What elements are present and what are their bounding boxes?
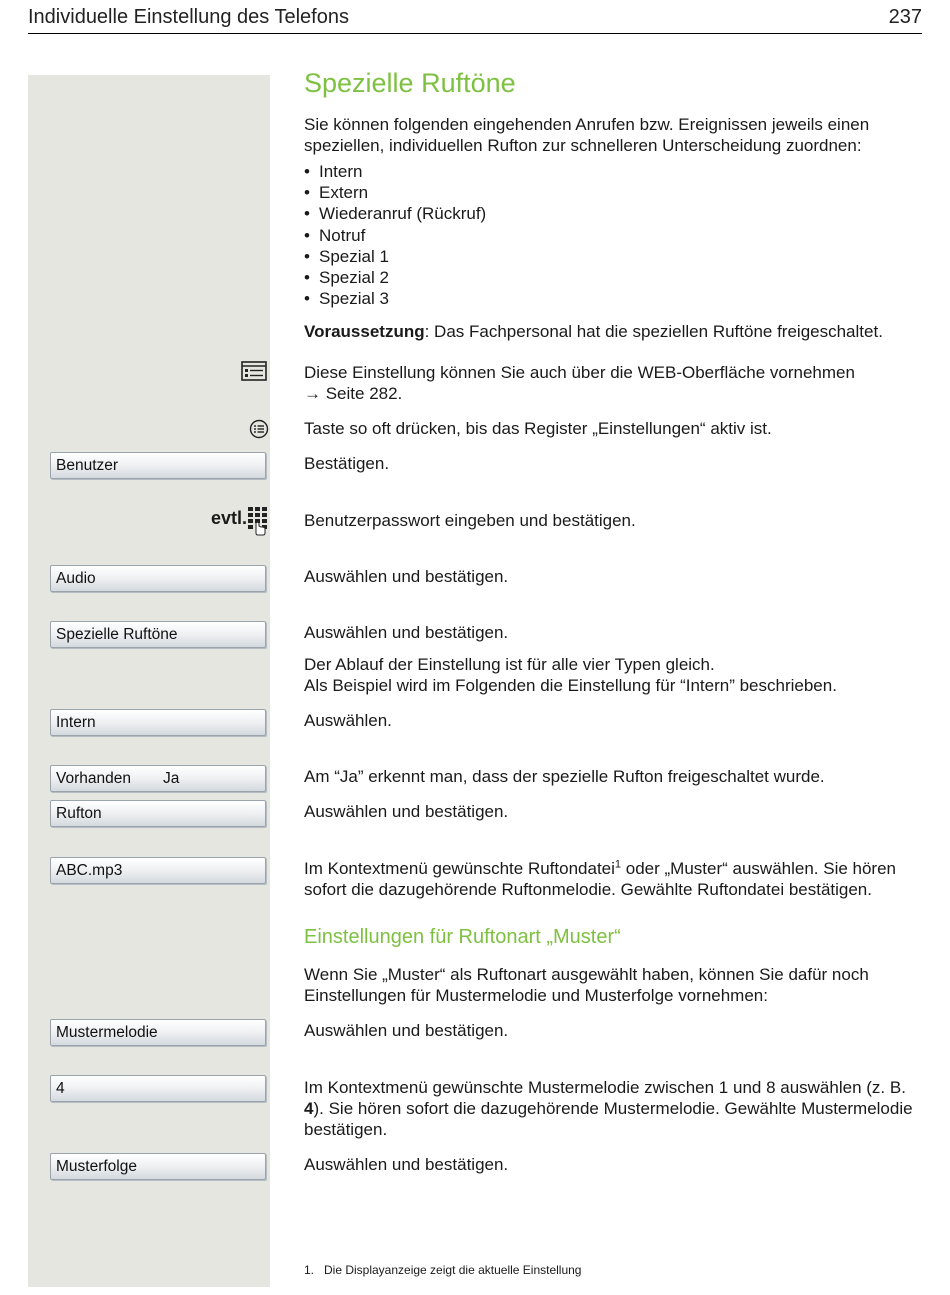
prerequisite-label: Voraussetzung bbox=[304, 322, 425, 341]
list-item: • Spezial 2 bbox=[304, 267, 486, 288]
muster-intro: Wenn Sie „Muster“ als Ruftonart ausgewählt haben, können Sie dafür noch Einstellungen für Mustermelodie und Musterfolge vornehmen: bbox=[304, 965, 869, 1005]
flow-note-line2: Als Beispiel wird im Folgenden die Einstellung für “Intern” beschrieben. bbox=[304, 676, 837, 695]
step-spezielle: Auswählen und bestätigen. bbox=[304, 623, 509, 642]
intern-button[interactable]: Intern bbox=[50, 709, 266, 736]
benutzer-button[interactable]: Benutzer bbox=[50, 452, 266, 479]
list-item: • Spezial 1 bbox=[304, 246, 486, 267]
vorhanden-button[interactable] bbox=[50, 765, 266, 792]
list-item: • Intern bbox=[304, 161, 486, 182]
flow-note-line1: Der Ablauf der Einstellung ist für alle vier Typen gleich. bbox=[304, 655, 715, 674]
ruftondatei-text-1: Im Kontextmenü gewünschte Ruftondatei bbox=[304, 859, 615, 878]
flow-note bbox=[304, 654, 924, 696]
list-item: • Notruf bbox=[304, 225, 486, 246]
musterfolge-button[interactable]: Musterfolge bbox=[50, 1153, 266, 1180]
menu-key-icon bbox=[249, 419, 269, 444]
vorhanden-value: Ja bbox=[163, 770, 180, 787]
intro-paragraph: Sie können folgenden eingehenden Anrufen bzw. Ereignissen jeweils einen speziellen, individuellen Rufton zur schnelleren Unterscheidung zuordnen: bbox=[304, 115, 870, 155]
step-vorhanden: Am “Ja” erkennt man, dass der spezielle Rufton freigeschaltet wurde. bbox=[304, 767, 825, 786]
web-interface-icon bbox=[241, 361, 267, 386]
evtl-label: evtl. bbox=[211, 508, 248, 528]
mustermelodie-text-2: ). Sie hören sofort die dazugehörende Mustermelodie. Gewählte Mustermelodie bestätigen. bbox=[304, 1099, 913, 1139]
step-confirm: Bestätigen. bbox=[304, 454, 390, 473]
prerequisite-note bbox=[304, 321, 924, 342]
step-register-key: Taste so oft drücken, bis das Register „Einstellungen“ aktiv ist. bbox=[304, 419, 772, 438]
abc-mp3-button[interactable]: ABC.mp3 bbox=[50, 857, 266, 884]
ruftondatei-text-2: oder „Muster“ auswählen. Sie hören sofort die dazugehörende Ruftonmelodie. Gewählte Ruftondatei bestätigen. bbox=[304, 859, 897, 899]
page-number: 237 bbox=[888, 6, 922, 28]
footnote-text: Die Displayanzeige zeigt die aktuelle Einstellung bbox=[324, 1263, 582, 1277]
mustermelodie-four-button[interactable]: 4 bbox=[50, 1075, 266, 1102]
step-ruftondatei bbox=[304, 858, 924, 900]
display-sidebar bbox=[28, 75, 270, 1287]
list-item: • Extern bbox=[304, 182, 486, 203]
footnote-marker: 1 bbox=[614, 858, 622, 871]
list-item: • Spezial 3 bbox=[304, 288, 486, 309]
step-audio: Auswählen und bestätigen. bbox=[304, 567, 509, 586]
audio-button[interactable]: Audio bbox=[50, 565, 266, 592]
footnote-number: 1. bbox=[304, 1263, 315, 1277]
mustermelodie-text-1: Im Kontextmenü gewünschte Mustermelodie zwischen 1 und 8 auswählen (z. B. bbox=[304, 1078, 906, 1097]
vorhanden-label: Vorhanden bbox=[56, 770, 131, 787]
prerequisite-text: : Das Fachpersonal hat die speziellen Ruftöne freigeschaltet. bbox=[424, 322, 883, 341]
ringtone-type-list bbox=[304, 161, 486, 309]
step-mustermelodie-select bbox=[304, 1077, 924, 1140]
section-title: Spezielle Ruftöne bbox=[304, 68, 516, 98]
rufton-button[interactable]: Rufton bbox=[50, 800, 266, 827]
step-password: Benutzerpasswort eingeben und bestätigen. bbox=[304, 511, 636, 530]
step-intern: Auswählen. bbox=[304, 711, 392, 730]
spezielle-ruftoene-button[interactable]: Spezielle Ruftöne bbox=[50, 621, 266, 648]
web-note-line1: Diese Einstellung können Sie auch über die WEB-Oberfläche vornehmen bbox=[304, 363, 855, 382]
subsection-title: Einstellungen für Ruftonart „Muster“ bbox=[304, 926, 621, 948]
list-item: • Wiederanruf (Rückruf) bbox=[304, 203, 486, 224]
step-musterfolge: Auswählen und bestätigen. bbox=[304, 1155, 509, 1174]
running-header-title: Individuelle Einstellung des Telefons bbox=[28, 6, 349, 28]
footnote bbox=[304, 1263, 581, 1277]
web-note-page-link[interactable]: → Seite 282. bbox=[304, 384, 403, 403]
mustermelodie-example: 4 bbox=[304, 1099, 314, 1118]
keypad-icon bbox=[247, 506, 269, 541]
web-note bbox=[304, 362, 924, 404]
step-mustermelodie: Auswählen und bestätigen. bbox=[304, 1021, 509, 1040]
mustermelodie-button[interactable]: Mustermelodie bbox=[50, 1019, 266, 1046]
header-divider bbox=[28, 33, 922, 34]
step-rufton: Auswählen und bestätigen. bbox=[304, 802, 509, 821]
